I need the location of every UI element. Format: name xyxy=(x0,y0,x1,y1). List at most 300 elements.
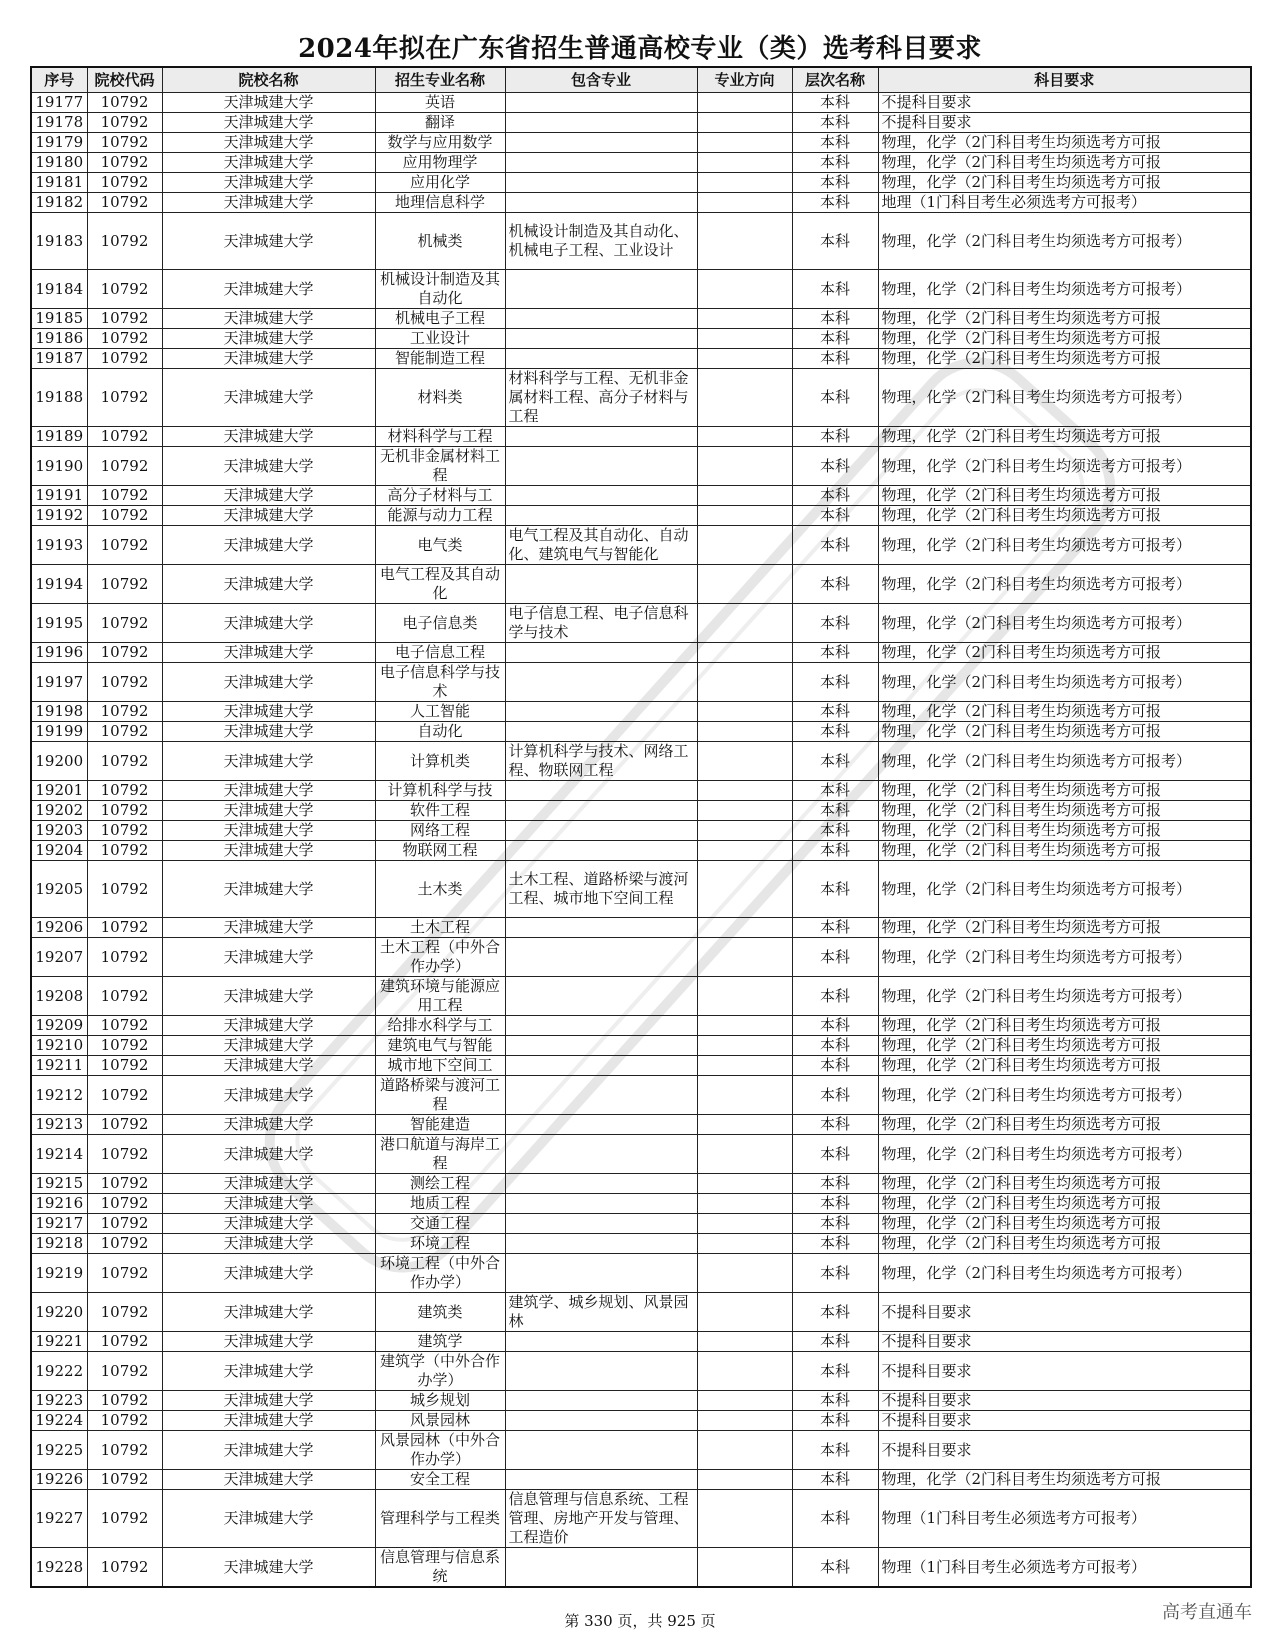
school-code: 10792 xyxy=(87,1352,162,1391)
major-direction xyxy=(697,93,792,113)
level-name: 本科 xyxy=(792,1548,878,1588)
major-direction xyxy=(697,526,792,565)
school-name: 天津城建大学 xyxy=(162,1214,375,1234)
level-name: 本科 xyxy=(792,1254,878,1293)
major-direction xyxy=(697,821,792,841)
level-name: 本科 xyxy=(792,821,878,841)
included-majors xyxy=(505,173,697,193)
table-row xyxy=(31,349,1251,369)
major-direction xyxy=(697,506,792,526)
major-direction xyxy=(697,1431,792,1470)
major-direction xyxy=(697,1016,792,1036)
table-row xyxy=(31,977,1251,1016)
major-direction xyxy=(697,113,792,133)
school-name: 天津城建大学 xyxy=(162,1352,375,1391)
level-name: 本科 xyxy=(792,643,878,663)
major-name: 地质工程 xyxy=(375,1194,505,1214)
school-code: 10792 xyxy=(87,821,162,841)
school-name: 天津城建大学 xyxy=(162,1016,375,1036)
subject-requirement: 物理，化学（2门科目考生均须选考方可报考） xyxy=(878,369,1251,427)
level-name: 本科 xyxy=(792,193,878,213)
subject-requirement: 不提科目要求 xyxy=(878,93,1251,113)
level-name: 本科 xyxy=(792,486,878,506)
table-row xyxy=(31,309,1251,329)
subject-requirement: 物理，化学（2门科目考生均须选考方可报考） xyxy=(878,938,1251,977)
included-majors xyxy=(505,506,697,526)
level-name: 本科 xyxy=(792,1431,878,1470)
school-name: 天津城建大学 xyxy=(162,1115,375,1135)
major-direction xyxy=(697,841,792,861)
table-row xyxy=(31,1470,1251,1490)
school-code: 10792 xyxy=(87,781,162,801)
major-name: 计算机科学与技 xyxy=(375,781,505,801)
school-code: 10792 xyxy=(87,1490,162,1548)
included-majors xyxy=(505,427,697,447)
major-direction xyxy=(697,1293,792,1332)
subject-requirement: 物理，化学（2门科目考生均须选考方可报考） xyxy=(878,1076,1251,1115)
school-name: 天津城建大学 xyxy=(162,349,375,369)
school-code: 10792 xyxy=(87,369,162,427)
school-code: 10792 xyxy=(87,1174,162,1194)
table-row xyxy=(31,1548,1251,1588)
row-no: 19214 xyxy=(31,1135,87,1174)
table-row xyxy=(31,193,1251,213)
subject-requirement: 物理，化学（2门科目考生均须选考方可报 xyxy=(878,801,1251,821)
level-name: 本科 xyxy=(792,270,878,309)
major-name: 自动化 xyxy=(375,722,505,742)
subject-requirement: 物理，化学（2门科目考生均须选考方可报考） xyxy=(878,526,1251,565)
row-no: 19204 xyxy=(31,841,87,861)
level-name: 本科 xyxy=(792,1234,878,1254)
level-name: 本科 xyxy=(792,977,878,1016)
level-name: 本科 xyxy=(792,1115,878,1135)
major-direction xyxy=(697,1174,792,1194)
row-no: 19209 xyxy=(31,1016,87,1036)
level-name: 本科 xyxy=(792,1214,878,1234)
major-direction xyxy=(697,369,792,427)
table-row xyxy=(31,427,1251,447)
school-name: 天津城建大学 xyxy=(162,1174,375,1194)
major-name: 管理科学与工程类 xyxy=(375,1490,505,1548)
school-name: 天津城建大学 xyxy=(162,1332,375,1352)
level-name: 本科 xyxy=(792,1135,878,1174)
table-row xyxy=(31,113,1251,133)
row-no: 19208 xyxy=(31,977,87,1016)
included-majors xyxy=(505,643,697,663)
row-no: 19205 xyxy=(31,861,87,918)
school-name: 天津城建大学 xyxy=(162,1135,375,1174)
school-code: 10792 xyxy=(87,270,162,309)
subject-requirement: 物理，化学（2门科目考生均须选考方可报 xyxy=(878,329,1251,349)
level-name: 本科 xyxy=(792,1490,878,1548)
table-row xyxy=(31,1036,1251,1056)
level-name: 本科 xyxy=(792,173,878,193)
school-name: 天津城建大学 xyxy=(162,173,375,193)
table-row xyxy=(31,153,1251,173)
table-row xyxy=(31,841,1251,861)
row-no: 19217 xyxy=(31,1214,87,1234)
school-name: 天津城建大学 xyxy=(162,861,375,918)
school-code: 10792 xyxy=(87,349,162,369)
school-name: 天津城建大学 xyxy=(162,329,375,349)
included-majors xyxy=(505,1115,697,1135)
major-direction xyxy=(697,1490,792,1548)
row-no: 19207 xyxy=(31,938,87,977)
level-name: 本科 xyxy=(792,1293,878,1332)
included-majors xyxy=(505,702,697,722)
school-code: 10792 xyxy=(87,1135,162,1174)
subject-requirement: 物理，化学（2门科目考生均须选考方可报 xyxy=(878,133,1251,153)
major-direction xyxy=(697,1391,792,1411)
school-name: 天津城建大学 xyxy=(162,526,375,565)
school-name: 天津城建大学 xyxy=(162,213,375,270)
row-no: 19215 xyxy=(31,1174,87,1194)
major-direction xyxy=(697,349,792,369)
major-name: 建筑电气与智能 xyxy=(375,1036,505,1056)
level-name: 本科 xyxy=(792,801,878,821)
major-name: 计算机类 xyxy=(375,742,505,781)
major-direction xyxy=(697,1548,792,1588)
level-name: 本科 xyxy=(792,1411,878,1431)
included-majors xyxy=(505,841,697,861)
included-majors: 材料科学与工程、无机非金属材料工程、高分子材料与工程 xyxy=(505,369,697,427)
school-name: 天津城建大学 xyxy=(162,565,375,604)
major-name: 电子信息工程 xyxy=(375,643,505,663)
subject-requirement: 不提科目要求 xyxy=(878,1391,1251,1411)
subject-requirement: 不提科目要求 xyxy=(878,1352,1251,1391)
table-row xyxy=(31,1016,1251,1036)
major-name: 建筑环境与能源应用工程 xyxy=(375,977,505,1016)
school-code: 10792 xyxy=(87,447,162,486)
included-majors xyxy=(505,918,697,938)
school-name: 天津城建大学 xyxy=(162,604,375,643)
school-name: 天津城建大学 xyxy=(162,506,375,526)
school-name: 天津城建大学 xyxy=(162,486,375,506)
level-name: 本科 xyxy=(792,113,878,133)
row-no: 19219 xyxy=(31,1254,87,1293)
subject-requirement: 物理，化学（2门科目考生均须选考方可报 xyxy=(878,1016,1251,1036)
included-majors xyxy=(505,93,697,113)
school-code: 10792 xyxy=(87,1115,162,1135)
major-name: 建筑学 xyxy=(375,1332,505,1352)
level-name: 本科 xyxy=(792,213,878,270)
row-no: 19222 xyxy=(31,1352,87,1391)
header-code: 院校代码 xyxy=(87,67,162,93)
school-name: 天津城建大学 xyxy=(162,309,375,329)
major-name: 风景园林（中外合作办学） xyxy=(375,1431,505,1470)
level-name: 本科 xyxy=(792,1352,878,1391)
school-name: 天津城建大学 xyxy=(162,133,375,153)
school-name: 天津城建大学 xyxy=(162,113,375,133)
major-direction xyxy=(697,604,792,643)
included-majors xyxy=(505,1332,697,1352)
school-name: 天津城建大学 xyxy=(162,93,375,113)
table-row xyxy=(31,702,1251,722)
included-majors xyxy=(505,781,697,801)
subject-requirement: 物理，化学（2门科目考生均须选考方可报考） xyxy=(878,1254,1251,1293)
subject-requirement: 不提科目要求 xyxy=(878,1332,1251,1352)
table-row xyxy=(31,1194,1251,1214)
subject-requirement: 物理，化学（2门科目考生均须选考方可报 xyxy=(878,486,1251,506)
major-direction xyxy=(697,938,792,977)
major-name: 材料类 xyxy=(375,369,505,427)
major-name: 工业设计 xyxy=(375,329,505,349)
major-direction xyxy=(697,1135,792,1174)
major-name: 信息管理与信息系统 xyxy=(375,1548,505,1588)
subject-requirement: 物理，化学（2门科目考生均须选考方可报 xyxy=(878,1234,1251,1254)
level-name: 本科 xyxy=(792,1332,878,1352)
school-name: 天津城建大学 xyxy=(162,938,375,977)
major-direction xyxy=(697,1254,792,1293)
row-no: 19192 xyxy=(31,506,87,526)
school-name: 天津城建大学 xyxy=(162,1293,375,1332)
major-direction xyxy=(697,133,792,153)
level-name: 本科 xyxy=(792,841,878,861)
major-name: 智能制造工程 xyxy=(375,349,505,369)
major-direction xyxy=(697,1076,792,1115)
major-name: 城市地下空间工 xyxy=(375,1056,505,1076)
subject-requirement: 不提科目要求 xyxy=(878,1431,1251,1470)
row-no: 19187 xyxy=(31,349,87,369)
major-name: 建筑学（中外合作办学） xyxy=(375,1352,505,1391)
row-no: 19201 xyxy=(31,781,87,801)
major-name: 网络工程 xyxy=(375,821,505,841)
row-no: 19190 xyxy=(31,447,87,486)
subject-requirement: 物理，化学（2门科目考生均须选考方可报 xyxy=(878,153,1251,173)
school-name: 天津城建大学 xyxy=(162,841,375,861)
row-no: 19216 xyxy=(31,1194,87,1214)
school-name: 天津城建大学 xyxy=(162,663,375,702)
major-name: 电气类 xyxy=(375,526,505,565)
table-row xyxy=(31,1293,1251,1332)
table-row xyxy=(31,801,1251,821)
level-name: 本科 xyxy=(792,506,878,526)
level-name: 本科 xyxy=(792,1016,878,1036)
table-header-row xyxy=(31,67,1251,93)
school-code: 10792 xyxy=(87,329,162,349)
major-direction xyxy=(697,1194,792,1214)
school-code: 10792 xyxy=(87,1076,162,1115)
included-majors xyxy=(505,722,697,742)
school-code: 10792 xyxy=(87,1056,162,1076)
school-code: 10792 xyxy=(87,918,162,938)
subject-requirement: 地理（1门科目考生必须选考方可报考） xyxy=(878,193,1251,213)
row-no: 19203 xyxy=(31,821,87,841)
major-name: 测绘工程 xyxy=(375,1174,505,1194)
school-code: 10792 xyxy=(87,604,162,643)
subject-requirement: 不提科目要求 xyxy=(878,1411,1251,1431)
school-name: 天津城建大学 xyxy=(162,1411,375,1431)
school-code: 10792 xyxy=(87,801,162,821)
table-row xyxy=(31,93,1251,113)
included-majors xyxy=(505,1214,697,1234)
school-code: 10792 xyxy=(87,113,162,133)
included-majors xyxy=(505,133,697,153)
table-row xyxy=(31,1174,1251,1194)
school-code: 10792 xyxy=(87,663,162,702)
school-name: 天津城建大学 xyxy=(162,977,375,1016)
major-name: 土木工程 xyxy=(375,918,505,938)
school-name: 天津城建大学 xyxy=(162,1194,375,1214)
table-row xyxy=(31,1234,1251,1254)
subject-requirement: 物理，化学（2门科目考生均须选考方可报 xyxy=(878,1115,1251,1135)
school-name: 天津城建大学 xyxy=(162,1391,375,1411)
row-no: 19193 xyxy=(31,526,87,565)
row-no: 19180 xyxy=(31,153,87,173)
subject-requirement: 不提科目要求 xyxy=(878,1293,1251,1332)
major-direction xyxy=(697,427,792,447)
row-no: 19210 xyxy=(31,1036,87,1056)
school-code: 10792 xyxy=(87,93,162,113)
included-majors xyxy=(505,1391,697,1411)
subject-requirement: 物理，化学（2门科目考生均须选考方可报 xyxy=(878,1036,1251,1056)
table-row xyxy=(31,821,1251,841)
major-name: 电子信息类 xyxy=(375,604,505,643)
level-name: 本科 xyxy=(792,1174,878,1194)
subject-requirement: 物理，化学（2门科目考生均须选考方可报考） xyxy=(878,861,1251,918)
major-name: 能源与动力工程 xyxy=(375,506,505,526)
subject-requirement: 物理，化学（2门科目考生均须选考方可报考） xyxy=(878,1135,1251,1174)
table-row xyxy=(31,133,1251,153)
row-no: 19223 xyxy=(31,1391,87,1411)
row-no: 19226 xyxy=(31,1470,87,1490)
school-name: 天津城建大学 xyxy=(162,918,375,938)
major-direction xyxy=(697,918,792,938)
row-no: 19225 xyxy=(31,1431,87,1470)
school-code: 10792 xyxy=(87,1411,162,1431)
level-name: 本科 xyxy=(792,1391,878,1411)
table-row xyxy=(31,1076,1251,1115)
table-row xyxy=(31,938,1251,977)
included-majors xyxy=(505,270,697,309)
table-row xyxy=(31,742,1251,781)
table-row xyxy=(31,781,1251,801)
school-code: 10792 xyxy=(87,486,162,506)
subject-requirement: 物理，化学（2门科目考生均须选考方可报 xyxy=(878,781,1251,801)
subject-requirement: 物理，化学（2门科目考生均须选考方可报 xyxy=(878,841,1251,861)
included-majors: 计算机科学与技术、网络工程、物联网工程 xyxy=(505,742,697,781)
major-direction xyxy=(697,1056,792,1076)
row-no: 19228 xyxy=(31,1548,87,1588)
school-name: 天津城建大学 xyxy=(162,801,375,821)
level-name: 本科 xyxy=(792,918,878,938)
major-name: 物联网工程 xyxy=(375,841,505,861)
major-name: 环境工程 xyxy=(375,1234,505,1254)
subject-requirement: 物理，化学（2门科目考生均须选考方可报 xyxy=(878,173,1251,193)
major-name: 软件工程 xyxy=(375,801,505,821)
major-name: 智能建造 xyxy=(375,1115,505,1135)
major-direction xyxy=(697,1036,792,1056)
subject-requirement: 物理，化学（2门科目考生均须选考方可报考） xyxy=(878,447,1251,486)
subject-requirement: 物理，化学（2门科目考生均须选考方可报 xyxy=(878,722,1251,742)
included-majors xyxy=(505,309,697,329)
subject-requirement: 物理，化学（2门科目考生均须选考方可报 xyxy=(878,1470,1251,1490)
included-majors xyxy=(505,801,697,821)
school-name: 天津城建大学 xyxy=(162,702,375,722)
table-row xyxy=(31,270,1251,309)
major-direction xyxy=(697,742,792,781)
table-row xyxy=(31,604,1251,643)
row-no: 19206 xyxy=(31,918,87,938)
subject-requirement: 物理，化学（2门科目考生均须选考方可报 xyxy=(878,918,1251,938)
row-no: 19195 xyxy=(31,604,87,643)
row-no: 19183 xyxy=(31,213,87,270)
major-direction xyxy=(697,486,792,506)
header-major: 招生专业名称 xyxy=(375,67,505,93)
included-majors xyxy=(505,1194,697,1214)
level-name: 本科 xyxy=(792,309,878,329)
table-row xyxy=(31,565,1251,604)
school-name: 天津城建大学 xyxy=(162,1470,375,1490)
school-code: 10792 xyxy=(87,526,162,565)
included-majors xyxy=(505,1548,697,1588)
level-name: 本科 xyxy=(792,604,878,643)
included-majors xyxy=(505,1056,697,1076)
table-row xyxy=(31,213,1251,270)
row-no: 19220 xyxy=(31,1293,87,1332)
table-row xyxy=(31,447,1251,486)
school-name: 天津城建大学 xyxy=(162,781,375,801)
school-name: 天津城建大学 xyxy=(162,643,375,663)
level-name: 本科 xyxy=(792,369,878,427)
table-row xyxy=(31,1352,1251,1391)
included-majors xyxy=(505,1411,697,1431)
subject-requirement: 物理，化学（2门科目考生均须选考方可报 xyxy=(878,702,1251,722)
level-name: 本科 xyxy=(792,1470,878,1490)
row-no: 19178 xyxy=(31,113,87,133)
row-no: 19182 xyxy=(31,193,87,213)
major-name: 应用化学 xyxy=(375,173,505,193)
row-no: 19191 xyxy=(31,486,87,506)
school-code: 10792 xyxy=(87,213,162,270)
included-majors: 电子信息工程、电子信息科学与技术 xyxy=(505,604,697,643)
table-row xyxy=(31,1332,1251,1352)
level-name: 本科 xyxy=(792,329,878,349)
major-direction xyxy=(697,643,792,663)
included-majors: 电气工程及其自动化、自动化、建筑电气与智能化 xyxy=(505,526,697,565)
school-code: 10792 xyxy=(87,193,162,213)
table-row xyxy=(31,643,1251,663)
school-code: 10792 xyxy=(87,1332,162,1352)
level-name: 本科 xyxy=(792,1076,878,1115)
major-name: 道路桥梁与渡河工程 xyxy=(375,1076,505,1115)
table-row xyxy=(31,506,1251,526)
subject-requirement: 物理，化学（2门科目考生均须选考方可报 xyxy=(878,1214,1251,1234)
school-code: 10792 xyxy=(87,1470,162,1490)
subject-requirement: 物理，化学（2门科目考生均须选考方可报 xyxy=(878,506,1251,526)
school-code: 10792 xyxy=(87,1016,162,1036)
major-direction xyxy=(697,977,792,1016)
school-code: 10792 xyxy=(87,1431,162,1470)
included-majors xyxy=(505,1470,697,1490)
school-name: 天津城建大学 xyxy=(162,369,375,427)
included-majors: 土木工程、道路桥梁与渡河工程、城市地下空间工程 xyxy=(505,861,697,918)
major-name: 城乡规划 xyxy=(375,1391,505,1411)
major-direction xyxy=(697,270,792,309)
table-row xyxy=(31,369,1251,427)
brand-watermark: 高考直通车 xyxy=(1162,1602,1252,1623)
subject-requirement: 物理，化学（2门科目考生均须选考方可报考） xyxy=(878,742,1251,781)
row-no: 19212 xyxy=(31,1076,87,1115)
school-name: 天津城建大学 xyxy=(162,1056,375,1076)
included-majors: 建筑学、城乡规划、风景园林 xyxy=(505,1293,697,1332)
school-code: 10792 xyxy=(87,702,162,722)
subject-requirement: 物理（1门科目考生必须选考方可报考） xyxy=(878,1490,1251,1548)
row-no: 19181 xyxy=(31,173,87,193)
level-name: 本科 xyxy=(792,133,878,153)
major-name: 人工智能 xyxy=(375,702,505,722)
major-name: 港口航道与海岸工程 xyxy=(375,1135,505,1174)
